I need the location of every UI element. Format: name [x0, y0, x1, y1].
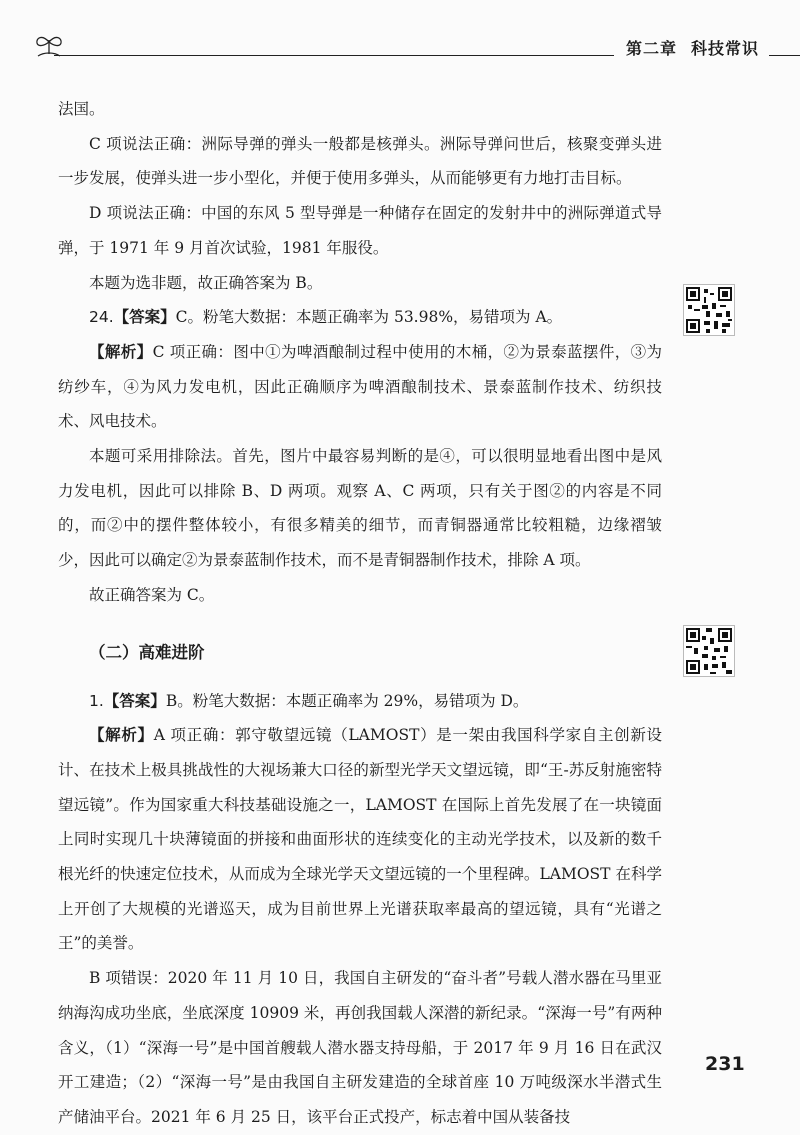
page-body: [58, 92, 662, 1135]
paragraph: 故正确答案为 C。: [89, 585, 215, 604]
paragraph: B 项错误：2020 年 11 月 10 日，我国自主研发的“奋斗者”号载人潜水器在马里亚纳海沟成功坐底，坐底深度 10909 米，再创我国载人深潜的新纪录。“深海一号”有两种含义，（1）“深海一号”是中国首艘载人潜水器支持母船，于 2017 年 9 月 16 日在武汉开工建造；（2）“深海一号”是由我国自主研发建造的全球首座 10 万吨级深水半潜式生产储油平台。2021 年 6 月 25 日，该平台正式投产，标志着中国从装备技: [58, 969, 662, 1126]
section-heading: （二）高难进阶: [89, 642, 205, 662]
analysis-24: [58, 335, 662, 439]
paragraph: C 项说法正确：洲际导弹的弹头一般都是核弹头。洲际导弹问世后，核聚变弹头进一步发展，使弹头进一步小型化，并便于使用多弹头，从而能够更有力地打击目标。: [58, 134, 662, 188]
paragraph: 本题可采用排除法。首先，图片中最容易判断的是④，可以很明显地看出图中是风力发电机，因此可以排除 B、D 两项。观察 A、C 两项，只有关于图②的内容是不同的，而②中的摆件整体较小，有很多精美的细节，而青铜器通常比较粗糙，边缘褶皱少，因此可以确定②为景泰蓝制作技术，而不是青铜器制作技术，排除 A 项。: [58, 447, 662, 570]
question-number: 24.: [89, 308, 114, 327]
paragraph: 本题为选非题，故正确答案为 B。: [89, 273, 323, 292]
section-label: 科技常识: [691, 39, 760, 58]
header-rule-tail: [769, 55, 800, 56]
paragraph: D 项说法正确：中国的东风 5 型导弹是一种储存在固定的发射井中的洲际弹道式导弹，于 1971 年 9 月首次试验，1981 年服役。: [58, 204, 662, 257]
answer-24: [58, 300, 662, 335]
chapter-title: [626, 36, 759, 59]
answer-text: B。粉笔大数据：本题正确率为 29%，易错项为 D。: [165, 691, 529, 710]
running-header: [34, 28, 774, 68]
answer-tag: 【答案】: [103, 691, 166, 710]
answer-tag: 【答案】: [113, 308, 176, 327]
answer-text: C。粉笔大数据：本题正确率为 53.98%，易错项为 A。: [175, 308, 563, 327]
chapter-label: 第二章: [626, 39, 678, 58]
qr-code-icon[interactable]: [683, 284, 735, 336]
qr-code-icon[interactable]: [683, 625, 735, 677]
leaf-logo-icon: [34, 30, 64, 64]
question-number: 1.: [89, 691, 104, 710]
analysis-text: A 项正确：郭守敬望远镜（LAMOST）是一架由我国科学家自主创新设计、在技术上极具挑战性的大视场兼大口径的新型光学天文望远镜，即“王-苏反射施密特望远镜”。作为国家重大科技基础设施之一，LAMOST 在国际上首先发展了在一块镜面上同时实现几十块薄镜面的拼接和曲面形状的连续变化的主动光学技术，以及新的数千根光纤的快速定位技术，从而成为全球光学天文望远镜的一个里程碑。LAMOST 在科学上开创了大规模的光谱巡天，成为目前世界上光谱获取率最高的望远镜，具有“光谱之王”的美誉。: [58, 726, 662, 953]
page-number: 231: [705, 1053, 745, 1075]
analysis-1: [58, 718, 662, 961]
paragraph: 法国。: [58, 100, 105, 118]
analysis-tag: 【解析】: [89, 342, 153, 361]
answer-1: [58, 684, 662, 719]
header-rule: [54, 55, 614, 56]
analysis-text: C 项正确：图中①为啤酒酿制过程中使用的木桶，②为景泰蓝摆件，③为纺纱车，④为风力发电机，因此正确顺序为啤酒酿制技术、景泰蓝制作技术、纺织技术、风电技术。: [58, 342, 662, 431]
analysis-tag: 【解析】: [89, 726, 154, 745]
